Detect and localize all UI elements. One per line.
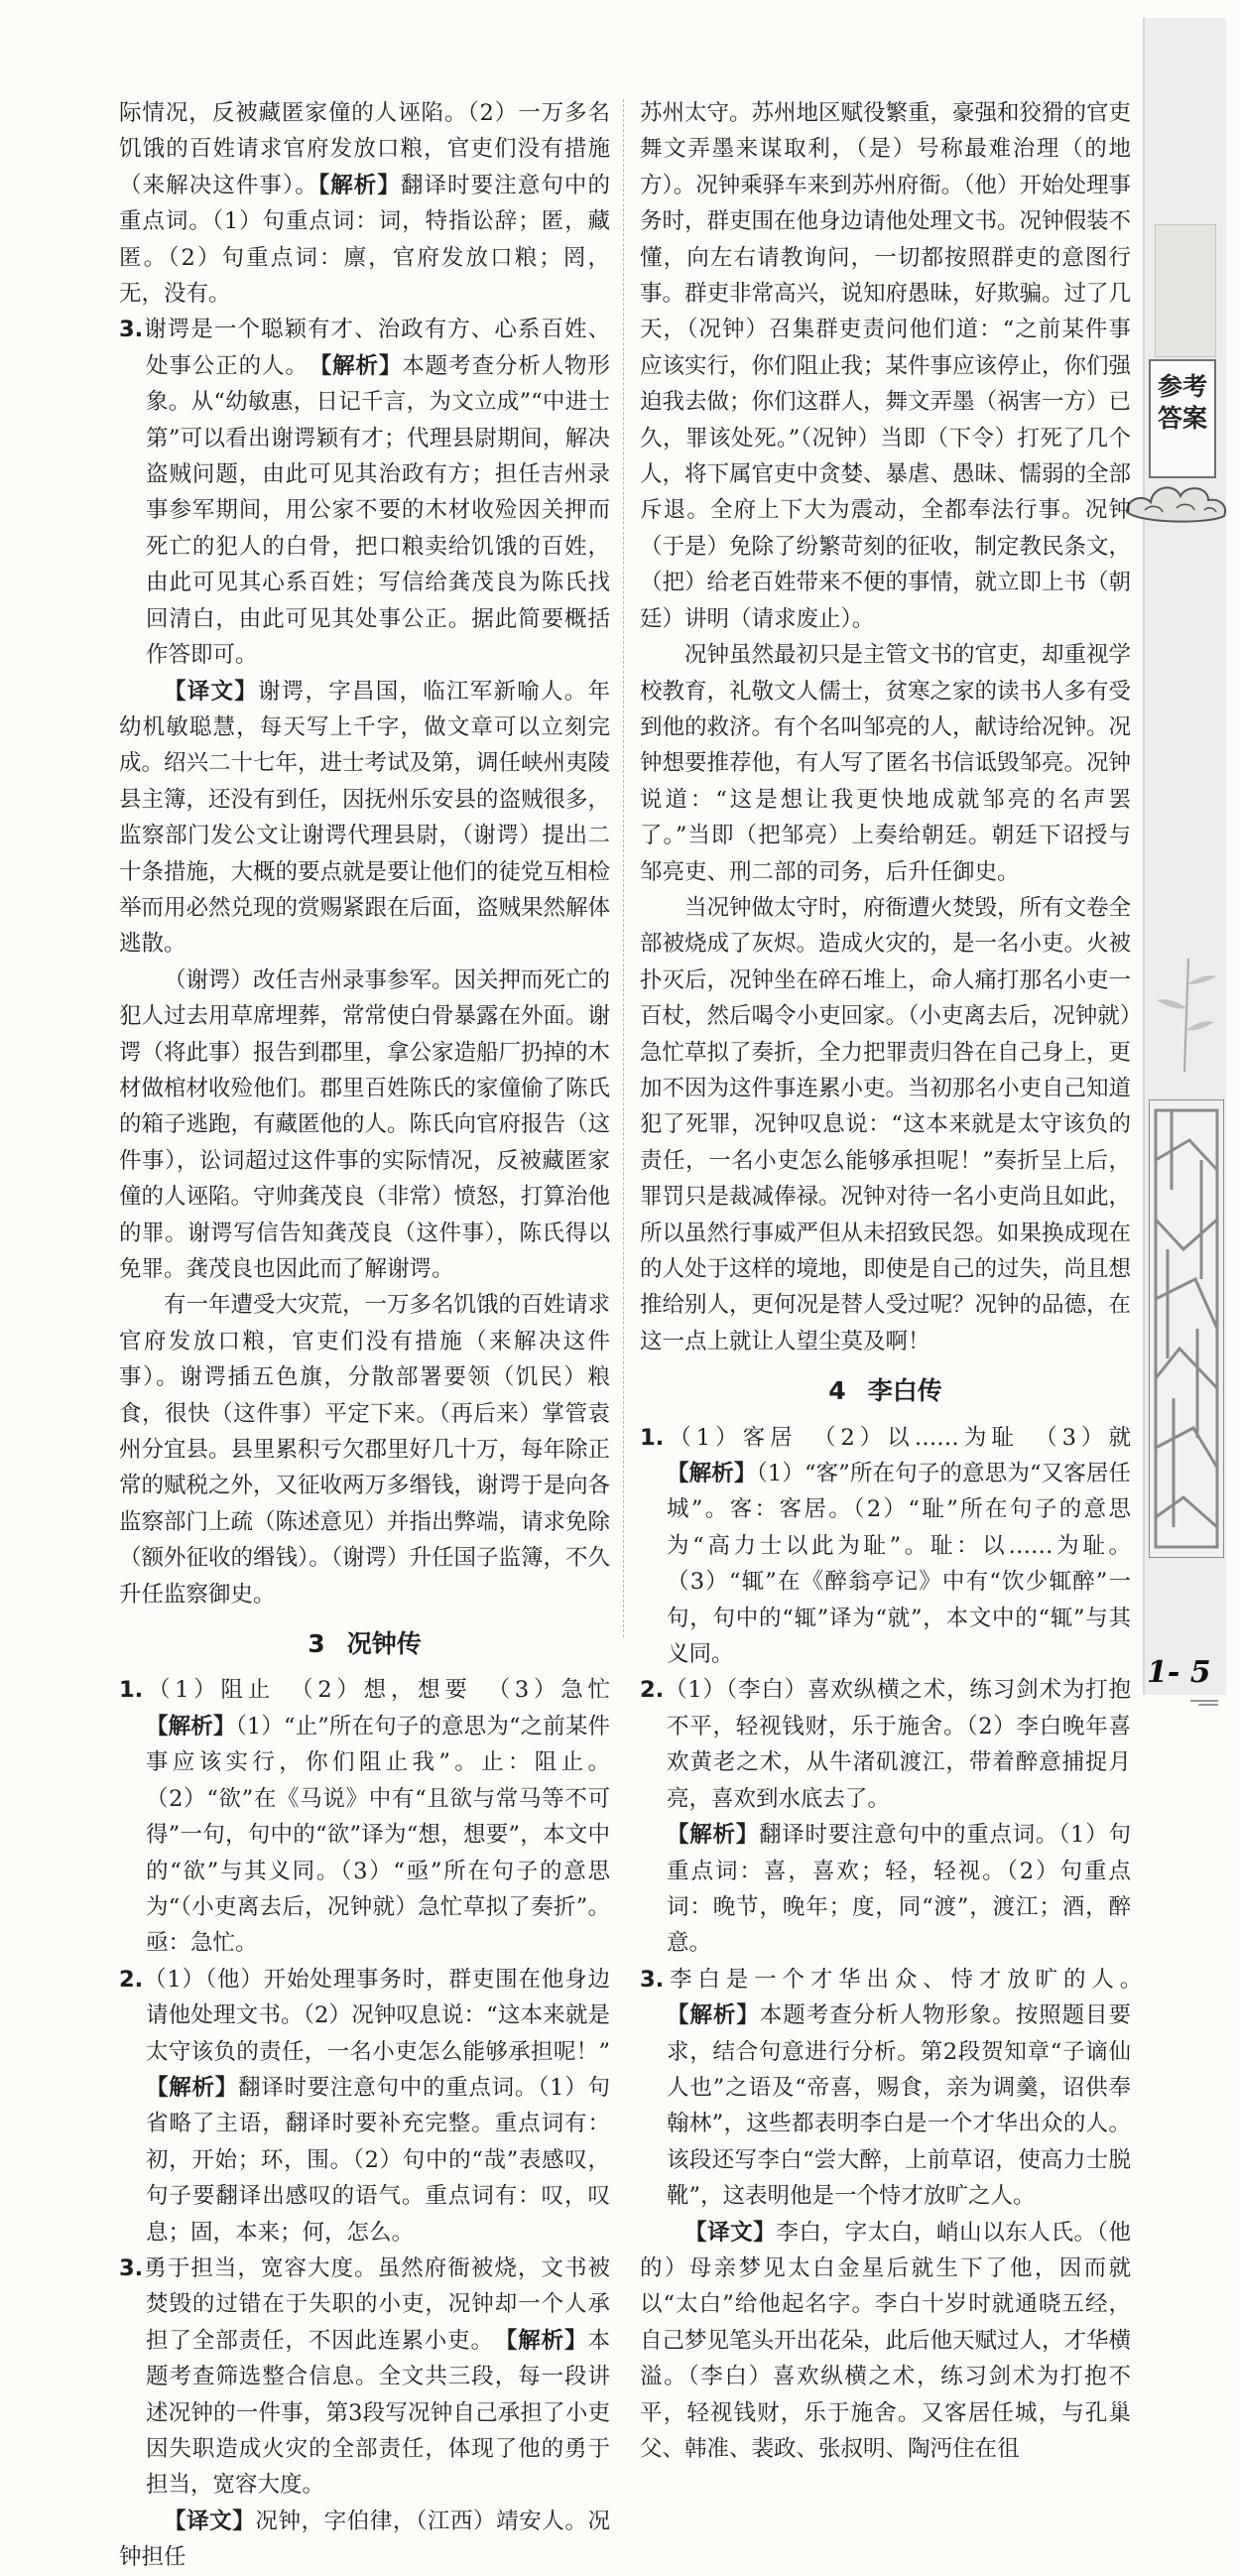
section-heading-3: 3 况钟传 <box>308 1629 422 1659</box>
right-column <box>640 95 1131 2467</box>
page-number: 1- 5 <box>1147 1655 1211 1690</box>
translation-paragraph: （谢谔）改任吉州录事参军。因关押而死亡的犯人过去用草席埋葬，常常使白骨暴露在外面。谢谔（将此事）报告到郡里，拿公家造船厂扔掉的木材做棺材收殓他们。郡里百姓陈氏的家僮偷了陈氏的箱子逃跑，有藏匿他的人。陈氏向官府报告（这件事），讼词超过这件事的实际情况，反被藏匿家僮的人诬陷。守帅龚茂良（非常）愤怒，打算治他的罪。谢谔写信告知龚茂良（这件事），陈氏得以免罪。龚茂良也因此而了解谢谔。 <box>119 966 611 1282</box>
section-heading-4: 4 李白传 <box>828 1376 942 1406</box>
page-tail-ornament <box>1190 1699 1218 1707</box>
section4-question-2: 2.（1）（李白）喜欢纵横之术，练习剑术为打抱不平，轻视钱财，乐于施舍。（2）李白晚年喜欢黄老之术，从牛渚矶渡江，带着醉意捕捉月亮，喜欢到水底去了。 【解析】翻译时要注意句中的重点词。（1）句重点词：喜，喜欢；轻，轻视。（2）句重点词：晚节，晚年；度，同“渡”，渡江；酒，醉意。 <box>640 1677 1131 1957</box>
cloud-ornament-icon <box>1121 472 1232 528</box>
translation-paragraph: 【译文】谢谔，字昌国，临江军新喻人。年幼机敏聪慧，每天写上千字，做文章可以立刻完成。绍兴二十七年，进士考试及第，调任峡州夷陵县主簿，还没有到任，因抚州乐安县的盗贼很多，监察部门发公文让谢谔代理县尉，（谢谔）提出二十条措施，大概的要点就是要让他们的徒党互相检举而用必然兑现的赏赐紧跟在后面，盗贼果然解体逃散。 <box>119 678 611 958</box>
translation-continued: 苏州太守。苏州地区赋役繁重，豪强和狡猾的官吏舞文弄墨来谋取利，（是）号称最难治理（的地方）。况钟乘驿车来到苏州府衙。（他）开始处理事务时，群吏围在他身边请他处理文书。况钟假装不懂，向左右请教询问，一切都按照群吏的意图行事。群吏非常高兴，说知府愚昧，好欺骗。过了几天，（况钟）召集群吏责问他们道：“之前某件事应该实行，你们阻止我；某件事应该停止，你们强迫我去做；你们这群人，舞文弄墨（祸害一方）已久，罪该处死。”（况钟）当即（下令）打死了几个人，将下属官吏中贪婪、暴虐、愚昧、懦弱的全部斥退。全府上下大为震动，全都奉法行事。况钟（于是）免除了纷繁苛刻的征收，制定教民条文，（把）给老百姓带来不便的事情，就立即上书（朝廷）讲明（请求废止）。 <box>640 100 1132 632</box>
translation-paragraph: 有一年遭受大灾荒，一万多名饥饿的百姓请求官府发放口粮，官吏们没有措施（来解决这件事）。谢谔插五色旗，分散部署要领（饥民）粮食，很快（这件事）平定下来。（再后来）掌管袁州分宜县。县里累积亏欠郡里好几十万，每年除正常的赋税之外，又征收两万多缗钱，谢谔于是向各监察部门上疏（陈述意见）并指出弊端，请求免除（额外征收的缗钱）。（谢谔）升任国子监簿，不久升任监察御史。 <box>119 1292 611 1608</box>
paragraph-continued: 际情况，反被藏匿家僮的人诬陷。（2）一万多名饥饿的百姓请求官府发放口粮，官吏们没有措施（来解决这件事）。【解析】翻译时要注意句中的重点词。（1）句重点词：词，特指讼辞；匿，藏匿。（2）句重点词：廪，官府发放口粮；罔，无，没有。 <box>119 100 610 308</box>
question-3: 3.谢谔是一个聪颖有才、治政有方、心系百姓、处事公正的人。 【解析】本题考查分析人物形象。从“幼敏惠，日记千言，为文立成”“中进士第”可以看出谢谔颖有才；代理县尉期间，解决盗贼问题，由此可见其治政有方；担任吉州录事参军期间，用公家不要的木材收殓因关押而死亡的犯人的白骨，把口粮卖给饥饿的百姓，由此可见其心系百姓；写信给龚茂良为陈氏找回清白，由此可见其处事公正。据此简要概括作答即可。 <box>119 317 610 669</box>
section3-question-2: 2.（1）（他）开始处理事务时，群吏围在他身边请他处理文书。（2）况钟叹息说：“这本来就是太守该负的责任，一名小吏怎么能够承担呢！” 【解析】翻译时要注意句中的重点词。（1）句省略了主语，翻译时要补充完整。重点词有：初，开始；环，围。（2）句中的“哉”表感叹，句子要翻译出感叹的语气。重点词有：叹，叹息；固，本来；何，怎么。 <box>119 1966 610 2246</box>
section4-question-3: 3.李白是一个才华出众、恃才放旷的人。 【解析】本题考查分析人物形象。按照题目要求，结合句意进行分析。第2段贺知章“子谪仙人也”之语及“帝喜，赐食，亲为调羹，诏供奉翰林”，这些都表明李白是一个才华出众的人。该段还写李白“尝大醉，上前草诏，使高力士脱靴”，这表明他是一个恃才放旷之人。 <box>640 1966 1131 2210</box>
lattice-pattern-icon <box>1149 1099 1224 1558</box>
section4-question-1: 1.（1）客居 （2）以……为耻 （3）就 【解析】（1）“客”所在句子的意思为“又客居任城”。客：客居。（2）“耻”所在句子的意思为“高力士以此为耻”。耻：以……为耻。（3）“辄”在《醉翁亭记》中有“饮少辄醉”一句，句中的“辄”译为“就”，本文中的“辄”与其义同。 <box>640 1424 1131 1668</box>
left-column <box>119 95 610 2576</box>
translation-paragraph: 【译文】李白，字太白，峭山以东人氏。（他的）母亲梦见太白金星后就生下了他，因而就以“太白”给他起名字。李白十岁时就通晓五经，自己梦见笔头开出花朵，此后他天赋过人，才华横溢。（李白）喜欢纵横之术，练习剑术为打抱不平，轻视钱财，乐于施舍。又客居任城，与孔巢父、韩准、裴政、张叔明、陶沔住在徂 <box>640 2219 1132 2462</box>
answer-tab <box>1149 359 1216 478</box>
scroll-ornament <box>1155 224 1216 357</box>
section3-question-1: 1.（1）阻止 （2）想，想要 （3）急忙 【解析】（1）“止”所在句子的意思为“之前某件事应该实行，你们阻止我”。止：阻止。（2）“欲”在《马说》中有“且欲与常马等不可得”一句，句中的“欲”译为“想，想要”，本文中的“欲”与其义同。（3）“亟”所在句子的意思为“（小吏离去后，况钟就）急忙草拟了奏折”。亟：急忙。 <box>119 1677 610 1957</box>
translation-paragraph: 况钟虽然最初只是主管文书的官吏，却重视学校教育，礼敬文人儒士，贫寒之家的读书人多有受到他的救济。有个名叫邹亮的人，献诗给况钟。况钟想要推荐他，有人写了匿名书信诋毁邹亮。况钟说道：“这是想让我更快地成就邹亮的名声罢了。”当即（把邹亮）上奏给朝廷。朝廷下诏授与邹亮吏、刑二部的司务，后升任御史。 <box>640 642 1132 885</box>
translation-paragraph: 当况钟做太守时，府衙遭火焚毁，所有文卷全部被烧成了灰烬。造成火灾的，是一名小吏。火被扑灭后，况钟坐在碎石堆上，命人痛打那名小吏一百杖，然后喝令小吏回家。（小吏离去后，况钟就）急忙草拟了奏折，全力把罪责归咎在自己身上，更加不因为这件事连累小吏。当初那名小吏自己知道犯了死罪，况钟叹息说：“这本来就是太守该负的责任，一名小吏怎么能够承担呢！”奏折呈上后，罪罚只是裁减俸禄。况钟对待一名小吏尚且如此，所以虽然行事威严但从未招致民怨。如果换成现在的人处于这样的境地，即使是自己的过失，尚且想推给别人，更何况是替人受过呢？况钟的品德，在这一点上就让人望尘莫及啊！ <box>640 894 1132 1354</box>
translation-paragraph: 【译文】况钟，字伯律，（江西）靖安人。况钟担任 <box>119 2508 610 2571</box>
bamboo-icon <box>1155 955 1218 1074</box>
column-divider <box>623 99 624 1637</box>
section3-question-3: 3.勇于担当，宽容大度。虽然府衙被烧，文书被焚毁的过错在于失职的小吏，况钟却一个人承担了全部责任，不因此连累小吏。 【解析】本题考查筛选整合信息。全文共三段，每一段讲述况钟的一件事，第3段写况钟自己承担了小吏因失职造成火灾的全部责任，体现了他的勇于担当，宽容大度。 <box>119 2254 610 2499</box>
answer-tab-label: 参考答案 <box>1157 372 1207 433</box>
